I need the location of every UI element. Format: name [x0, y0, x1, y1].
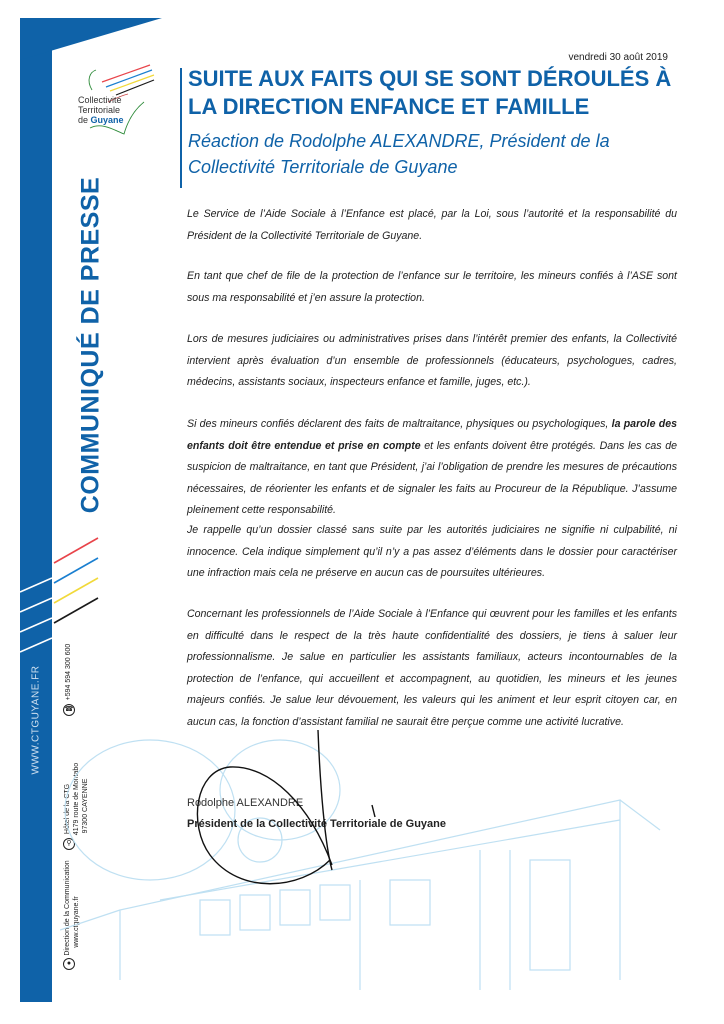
paragraph-6: Concernant les professionnels de l’Aide Sociale à l’Enfance qui œuvrent pour les familles et les enfants en difficulté dans le respect de la très haute confidentialité des dossiers, je tiens à saluer leur professionnalisme. Je salue en particulier les assistants familiaux, acteurs incontournables de la protection de l’enfance, qui accueillent et accompagnent, au quotidien, les mineurs et les jeunes majeurs confiés. Je salue leur dévouement, les valeurs qui les animent et leur esprit citoyen car, en aucun cas, la fonction d’assistant familial ne saurait être perçue comme une activité lucrative.: [187, 608, 677, 728]
department-website-link[interactable]: www.ctguyane.fr: [73, 896, 80, 948]
phone-number: +594 594 300 600: [65, 643, 72, 701]
paragraph-1: Le Service de l’Aide Sociale à l’Enfance est placé, par la Loi, sous l’autorité et la responsabilité du Président de la Collectivité Territoriale de Guyane.: [187, 208, 677, 242]
paragraph-2: En tant que chef de file de la protection de l’enfance sur le territoire, les mineurs confiés à l’ASE sont sous ma responsabilité et j’en assure la protection.: [187, 270, 677, 304]
publication-date: vendredi 30 août 2019: [568, 52, 668, 63]
location-pin-icon: ⚲: [63, 838, 75, 850]
title-line-2: LA DIRECTION ENFANCE ET FAMILLE: [188, 94, 590, 119]
department-name: Direction de la Communication: [64, 860, 71, 956]
title-line-1: SUITE AUX FAITS QUI SE SONT DÉROULÉS À: [188, 66, 672, 91]
phone-vertical: [61, 640, 77, 704]
subtitle-line-1: Réaction de Rodolphe ALEXANDRE, Président de la: [188, 131, 610, 151]
logo-line-3-bold: Guyane: [90, 115, 124, 125]
sidebar-top-triangle: [20, 18, 162, 60]
signatory-name: Rodolphe ALEXANDRE: [187, 797, 304, 809]
sidebar-band: [20, 18, 52, 1002]
logo-text: [78, 95, 124, 125]
address-line-2: 4179 route de Montabo: [73, 762, 80, 836]
communication-icon: ●: [63, 958, 75, 970]
paragraph-3: Lors de mesures judiciaires ou administratives prises dans l’intérêt premier des enfants, la Collectivité intervient après évaluation d’un ensemble de professionnels (éducateurs, psychologues, cadres, médecins, assistants sociaux, inspecteurs enfance et famille, juges, etc.).: [187, 333, 677, 388]
address-line-3: 97300 CAYENNE: [82, 778, 89, 834]
handwritten-signature: [190, 725, 390, 905]
title-accent-bar: [180, 68, 182, 188]
logo-line-1: Collectivité: [78, 95, 122, 105]
phone-icon: ☎: [63, 704, 75, 716]
subtitle-line-2: Collectivité Territoriale de Guyane: [188, 157, 458, 177]
page-title: [188, 65, 678, 121]
sidebar-white-stripes: [20, 570, 52, 660]
paragraph-5: Je rappelle qu’un dossier classé sans suite par les autorités judiciaires ne signifie ni culpabilité, ni innocence. Cela indique simplement qu’il n’y a pas assez d’éléments dans le dossier pour caractériser une infraction mais cela ne préserve en aucun cas de poursuites ultérieures.: [187, 524, 677, 579]
signatory-title: Président de la Collectivité Territoriale de Guyane: [187, 818, 446, 830]
paragraph-4: [187, 414, 677, 522]
logo-line-3: [78, 115, 124, 125]
website-link[interactable]: WWW.CTGUYANE.FR: [30, 665, 42, 775]
paragraph-4-start: Si des mineurs confiés déclarent des faits de maltraitance, physiques ou psychologiques,: [187, 418, 612, 430]
logo-line-2: Territoriale: [78, 105, 121, 115]
paragraph-4-emphasis: la parole des enfants doit être entendue et prise en compte: [187, 418, 677, 452]
address-line-1: Hôtel de la CTG: [64, 783, 71, 835]
website-vertical[interactable]: [24, 660, 48, 780]
document-type-label: COMMUNIQUÉ DE PRESSE: [76, 176, 105, 514]
paragraph-4-end: et les enfants doivent être protégés. Dans les cas de suspicion de maltraitance, en tant que Président, j’ai l’obligation de prendre les mesures de précautions nécessaires, de réorienter les enfants et de signaler les faits au Procureur de la République. J’assume pleinement cette responsabilité.: [187, 439, 677, 516]
color-stripes-graphic: [52, 530, 102, 630]
page-subtitle: [188, 128, 678, 180]
logo-line-3-prefix: de: [78, 115, 91, 125]
building-sketch-watermark: [60, 730, 724, 1010]
document-type-vertical: [71, 160, 111, 530]
